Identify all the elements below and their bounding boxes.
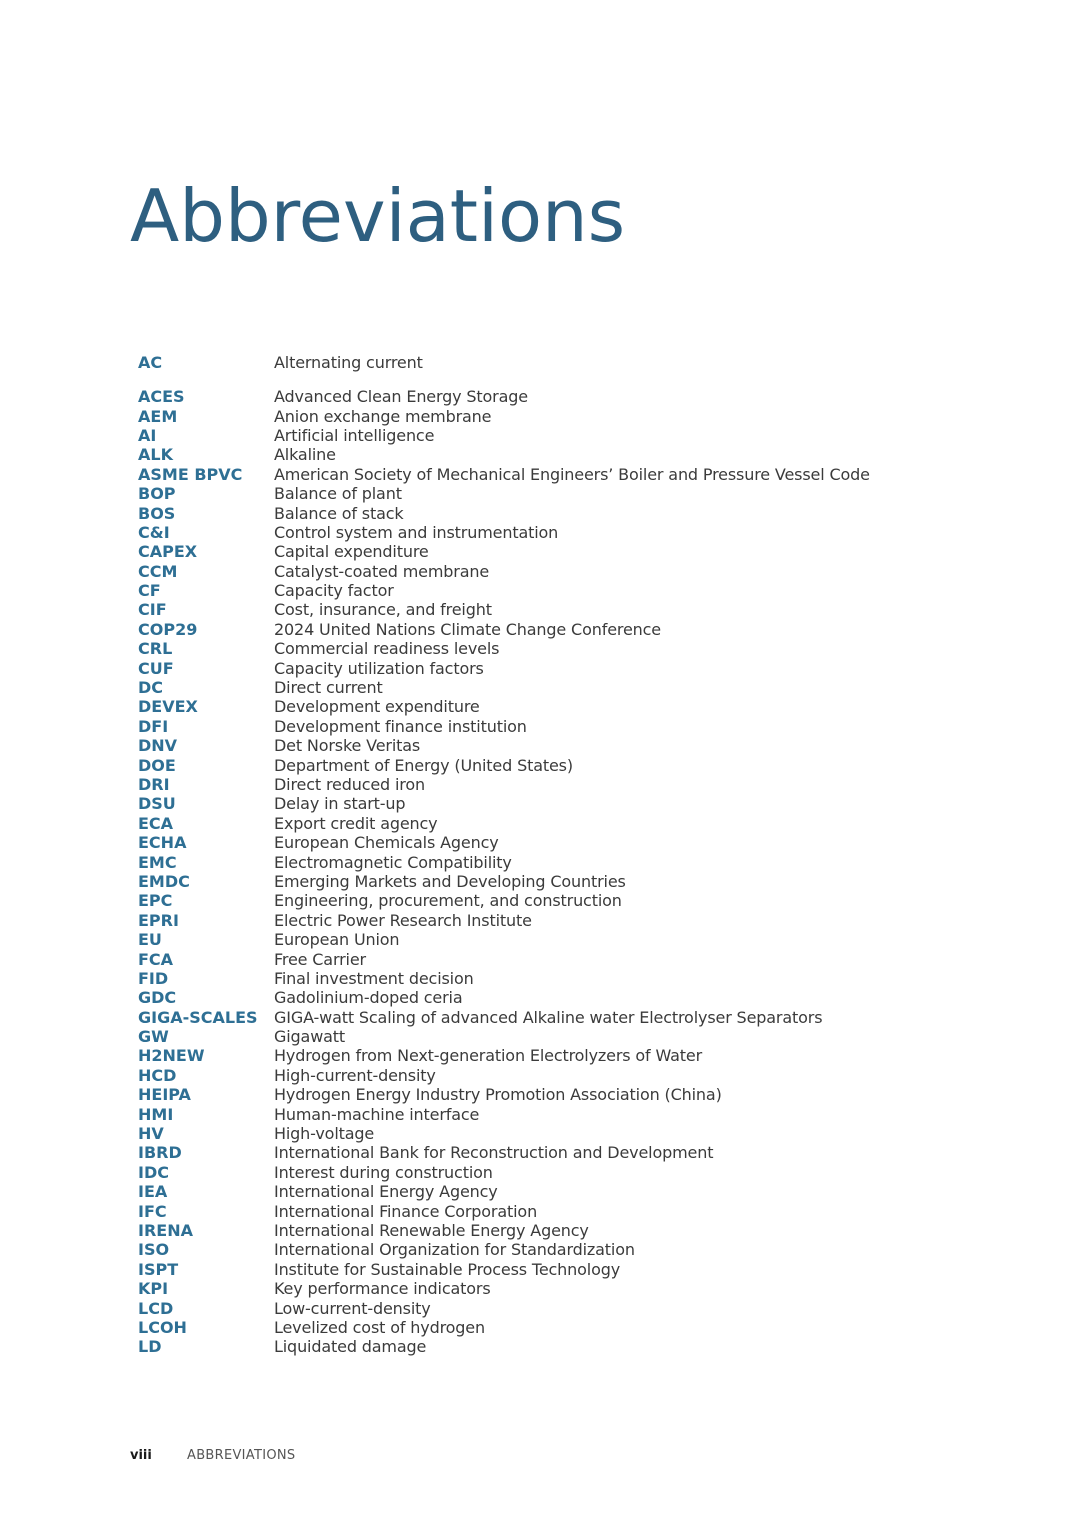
abbreviation-definition: High-voltage — [274, 1124, 375, 1144]
abbreviation-definition: Free Carrier — [274, 949, 366, 969]
abbreviation-definition: High-current-density — [274, 1065, 436, 1085]
abbreviation-term: ALK — [138, 445, 173, 465]
page-title: Abbreviations — [130, 174, 626, 258]
abbreviation-term: HEIPA — [138, 1085, 191, 1105]
abbreviation-term: ISO — [138, 1240, 170, 1260]
abbreviation-row — [138, 387, 938, 406]
abbreviation-term: HV — [138, 1124, 164, 1144]
abbreviation-definition: Gigawatt — [274, 1027, 346, 1047]
abbreviation-definition: Electromagnetic Compatibility — [274, 852, 512, 872]
abbreviation-definition: Electric Power Research Institute — [274, 910, 532, 930]
abbreviation-term: DSU — [138, 794, 176, 814]
abbreviation-row — [138, 1201, 938, 1220]
abbreviation-row — [138, 1104, 938, 1123]
abbreviation-definition: Catalyst-coated membrane — [274, 561, 490, 581]
abbreviation-term: DNV — [138, 736, 178, 756]
abbreviation-term: EPRI — [138, 910, 179, 930]
abbreviation-row — [138, 1260, 938, 1279]
abbreviation-term: GIGA-SCALES — [138, 1007, 258, 1027]
abbreviation-row — [138, 523, 938, 542]
abbreviation-definition: Emerging Markets and Developing Countries — [274, 871, 626, 891]
abbreviation-term: HMI — [138, 1104, 174, 1124]
abbreviation-row — [138, 426, 938, 445]
abbreviation-definition: International Finance Corporation — [274, 1201, 538, 1221]
abbreviation-definition: International Energy Agency — [274, 1182, 498, 1202]
abbreviation-definition: Direct current — [274, 678, 383, 698]
abbreviation-term: BOS — [138, 503, 176, 523]
abbreviation-list — [138, 387, 938, 1357]
abbreviation-row — [138, 988, 938, 1007]
abbreviation-term: GDC — [138, 988, 177, 1008]
abbreviation-definition: Human-machine interface — [274, 1104, 480, 1124]
abbreviation-row — [138, 445, 938, 464]
abbreviation-definition: Final investment decision — [274, 968, 474, 988]
abbreviation-term: ASME BPVC — [138, 464, 243, 484]
abbreviation-row — [138, 852, 938, 871]
abbreviation-row — [138, 717, 938, 736]
abbreviation-row — [138, 891, 938, 910]
abbreviation-term: CAPEX — [138, 542, 198, 562]
abbreviation-term: COP29 — [138, 619, 198, 639]
abbreviation-row — [138, 1046, 938, 1065]
abbreviation-definition: Development expenditure — [274, 697, 480, 717]
abbreviation-term: AI — [138, 425, 157, 445]
abbreviation-definition: Liquidated damage — [274, 1337, 427, 1357]
abbreviation-definition: Institute for Sustainable Process Technology — [274, 1259, 621, 1279]
abbreviation-term: FID — [138, 968, 169, 988]
abbreviation-row — [138, 833, 938, 852]
abbreviation-row — [138, 1008, 938, 1027]
abbreviation-term: GW — [138, 1027, 169, 1047]
abbreviation-term: KPI — [138, 1279, 169, 1299]
abbreviation-row — [138, 1279, 938, 1298]
abbreviation-definition: Low-current-density — [274, 1298, 431, 1318]
abbreviation-term: EMC — [138, 852, 177, 872]
abbreviation-term: DC — [138, 678, 164, 698]
abbreviation-definition: GIGA-watt Scaling of advanced Alkaline water Electrolyser Separators — [274, 1007, 823, 1027]
abbreviation-term: ECA — [138, 813, 174, 833]
abbreviation-row — [138, 1143, 938, 1162]
abbreviation-row — [138, 600, 938, 619]
abbreviation-row — [138, 678, 938, 697]
abbreviation-definition: Hydrogen Energy Industry Promotion Association (China) — [274, 1085, 722, 1105]
abbreviation-term: DOE — [138, 755, 176, 775]
abbreviation-definition: European Union — [274, 930, 400, 950]
abbreviation-definition: International Renewable Energy Agency — [274, 1220, 589, 1240]
abbreviation-term: ACES — [138, 387, 185, 407]
abbreviation-row — [138, 736, 938, 755]
abbreviation-definition: Delay in start-up — [274, 794, 406, 814]
abbreviation-definition: Direct reduced iron — [274, 775, 425, 794]
abbreviation-term: H2NEW — [138, 1046, 205, 1066]
abbreviation-row — [138, 775, 938, 794]
abbreviation-row — [138, 406, 938, 425]
abbreviation-row — [138, 1124, 938, 1143]
abbreviation-definition: Interest during construction — [274, 1162, 493, 1182]
abbreviation-definition: Department of Energy (United States) — [274, 755, 573, 775]
abbreviation-definition: Artificial intelligence — [274, 425, 435, 445]
abbreviation-definition: Hydrogen from Next-generation Electrolyzers of Water — [274, 1046, 703, 1066]
abbreviation-definition: Gadolinium-doped ceria — [274, 988, 463, 1008]
abbreviation-term: FCA — [138, 949, 174, 969]
abbreviation-row — [138, 755, 938, 774]
abbreviation-row — [138, 794, 938, 813]
abbreviation-row — [138, 639, 938, 658]
abbreviation-term: CF — [138, 581, 161, 601]
abbreviation-row — [138, 969, 938, 988]
abbreviation-term: DRI — [138, 775, 170, 794]
abbreviation-row — [138, 1337, 938, 1356]
abbreviation-row — [138, 581, 938, 600]
abbreviation-definition: American Society of Mechanical Engineers’ Boiler and Pressure Vessel Code — [274, 464, 870, 484]
abbreviation-row — [138, 1240, 938, 1259]
abbreviation-row — [138, 949, 938, 968]
abbreviation-term: BOP — [138, 484, 176, 504]
abbreviation-term: LD — [138, 1337, 162, 1357]
abbreviation-definition: International Organization for Standardization — [274, 1240, 635, 1260]
abbreviation-definition: 2024 United Nations Climate Change Conference — [274, 619, 661, 639]
abbreviation-row — [138, 1182, 938, 1201]
abbreviation-definition: Advanced Clean Energy Storage — [274, 387, 528, 407]
abbreviation-term: ECHA — [138, 833, 187, 853]
abbreviation-term: IFC — [138, 1201, 167, 1221]
abbreviation-definition: Balance of plant — [274, 484, 402, 504]
abbreviation-definition: Capacity factor — [274, 581, 394, 601]
abbreviation-term: LCD — [138, 1298, 174, 1318]
abbreviation-row — [138, 1318, 938, 1337]
abbreviation-term: AC — [138, 353, 163, 373]
abbreviation-row — [138, 542, 938, 561]
abbreviation-row — [138, 484, 938, 503]
abbreviation-term: CCM — [138, 561, 178, 581]
abbreviation-term: IDC — [138, 1162, 169, 1182]
abbreviation-term: IRENA — [138, 1220, 193, 1240]
abbreviation-row — [138, 1066, 938, 1085]
abbreviation-term: LCOH — [138, 1317, 187, 1337]
abbreviation-row — [138, 1298, 938, 1317]
abbreviation-definition: Capital expenditure — [274, 542, 429, 562]
abbreviation-definition: Balance of stack — [274, 503, 404, 523]
abbreviation-row — [138, 911, 938, 930]
abbreviation-row — [138, 872, 938, 891]
abbreviation-row — [138, 465, 938, 484]
abbreviation-row — [138, 503, 938, 522]
abbreviation-row — [138, 814, 938, 833]
abbreviation-term: CUF — [138, 658, 174, 678]
abbreviation-definition: International Bank for Reconstruction and Development — [274, 1143, 714, 1163]
page-number: viii — [130, 1447, 152, 1463]
abbreviation-row — [138, 1027, 938, 1046]
abbreviation-definition: Capacity utilization factors — [274, 658, 484, 678]
abbreviation-term: CRL — [138, 639, 173, 659]
abbreviation-row — [138, 1221, 938, 1240]
abbreviation-row — [138, 620, 938, 639]
abbreviation-term: IBRD — [138, 1143, 182, 1163]
abbreviation-term: EU — [138, 930, 162, 950]
abbreviation-term: EMDC — [138, 871, 190, 891]
abbreviation-term: IEA — [138, 1182, 168, 1202]
abbreviation-term: AEM — [138, 406, 178, 426]
abbreviation-term: DFI — [138, 716, 169, 736]
page-footer — [130, 1446, 295, 1464]
abbreviation-definition: Alternating current — [274, 353, 423, 373]
abbreviation-row — [138, 353, 938, 372]
abbreviation-definition: Key performance indicators — [274, 1279, 491, 1299]
abbreviation-term: EPC — [138, 891, 173, 911]
running-head: ABBREVIATIONS — [187, 1447, 296, 1463]
abbreviation-definition: Export credit agency — [274, 813, 438, 833]
abbreviation-definition: Levelized cost of hydrogen — [274, 1317, 485, 1337]
abbreviation-row — [138, 697, 938, 716]
abbreviation-row — [138, 930, 938, 949]
abbreviation-definition: Control system and instrumentation — [274, 522, 559, 542]
abbreviation-row — [138, 1085, 938, 1104]
abbreviation-definition: Anion exchange membrane — [274, 406, 492, 426]
abbreviation-definition: Cost, insurance, and freight — [274, 600, 492, 620]
abbreviation-definition: Engineering, procurement, and construction — [274, 891, 622, 911]
abbreviation-definition: Alkaline — [274, 445, 336, 465]
abbreviation-term: C&I — [138, 522, 170, 542]
abbreviation-row — [138, 1163, 938, 1182]
abbreviation-term: ISPT — [138, 1259, 179, 1279]
abbreviation-definition: Development finance institution — [274, 716, 527, 736]
abbreviation-definition: Det Norske Veritas — [274, 736, 421, 756]
abbreviation-definition: European Chemicals Agency — [274, 833, 499, 853]
abbreviation-row — [138, 658, 938, 677]
abbreviation-term: DEVEX — [138, 697, 198, 717]
abbreviation-term: HCD — [138, 1065, 177, 1085]
abbreviation-term: CIF — [138, 600, 167, 620]
abbreviation-definition: Commercial readiness levels — [274, 639, 500, 659]
abbreviation-row — [138, 562, 938, 581]
